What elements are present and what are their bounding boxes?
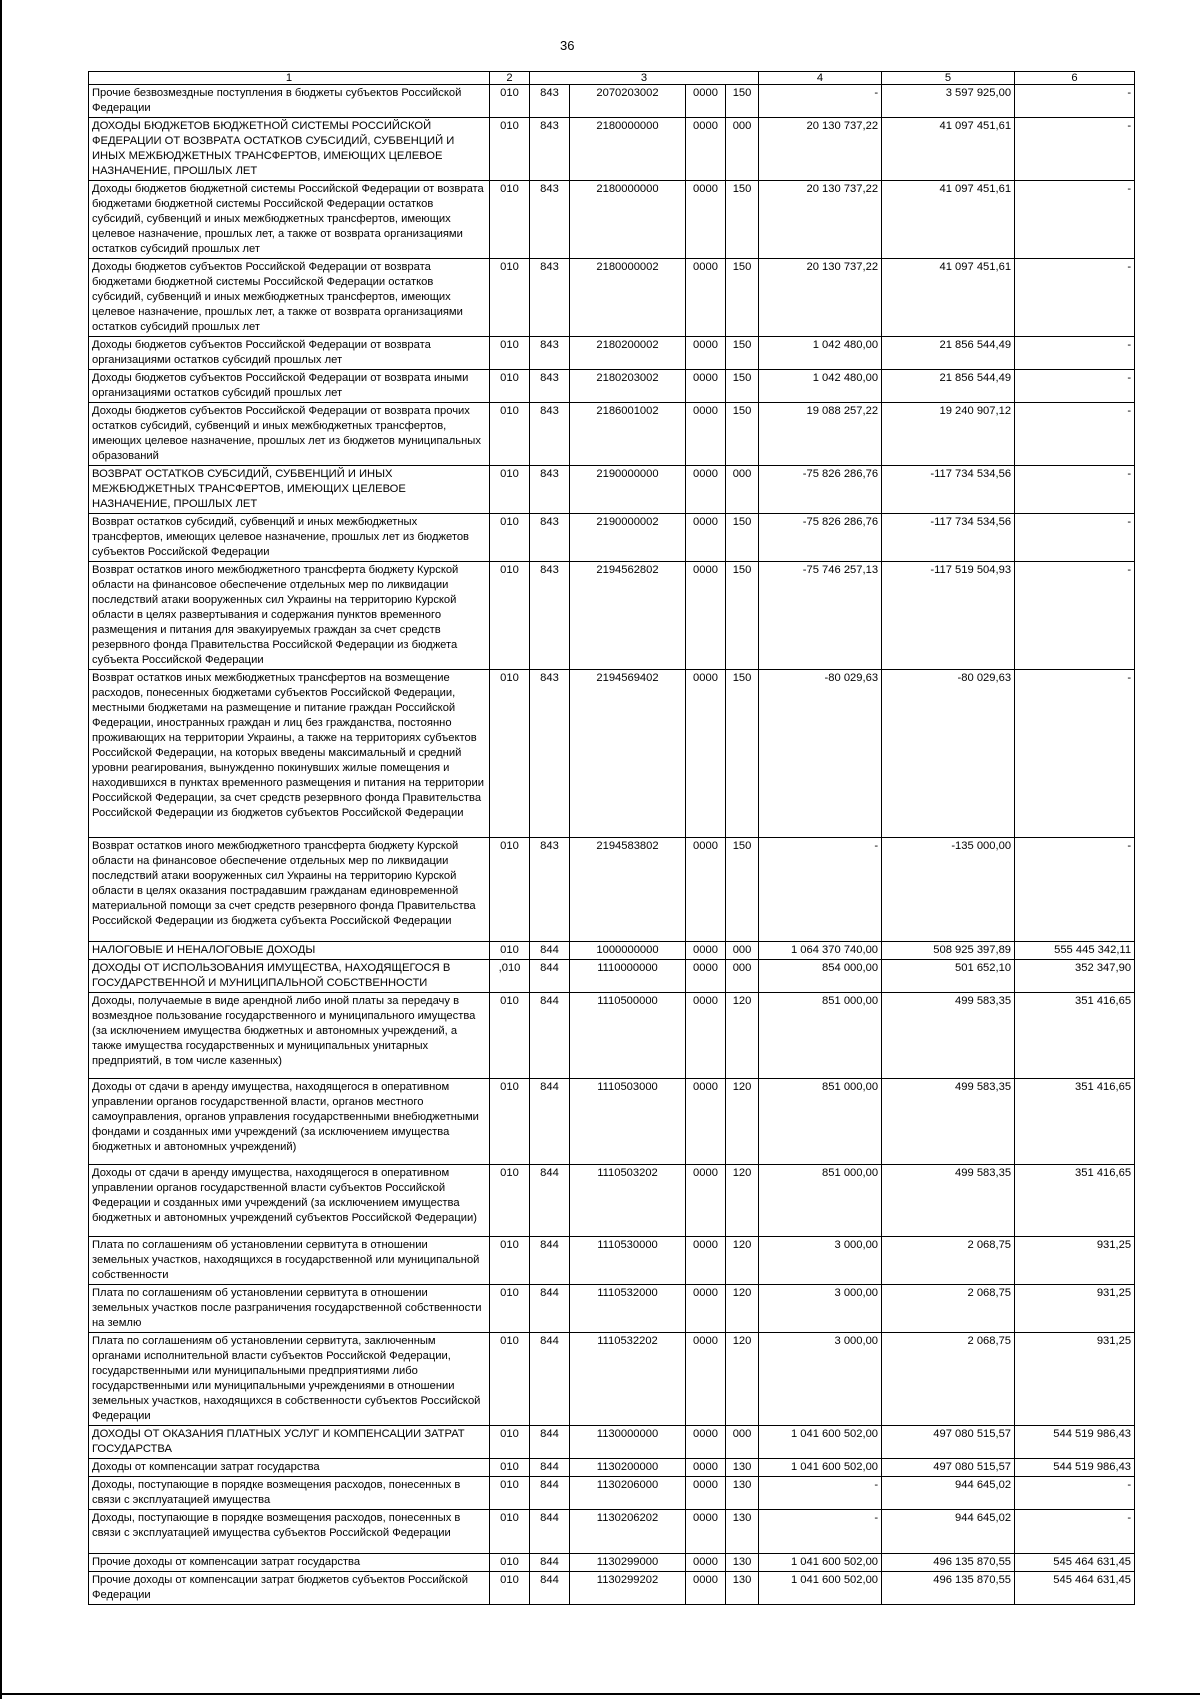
table-row: [89, 181, 1135, 259]
row-econ-code: 150: [726, 403, 759, 466]
row-name: Возврат остатков субсидий, субвенций и иных межбюджетных трансфертов, имеющих целевое назначение, прошлых лет из бюджетов субъектов Российской Федерации: [89, 514, 490, 562]
row-kbk-code: 1110503202: [570, 1165, 686, 1237]
row-program-code: 0000: [686, 403, 726, 466]
row-col2: 010: [490, 1426, 530, 1459]
row-remaining-value: 352 347,90: [1015, 960, 1135, 993]
table-body: [89, 85, 1135, 1605]
row-executed-value: 2 068,75: [882, 1237, 1015, 1285]
header-col-4: 4: [759, 72, 882, 85]
row-approved-value: 1 042 480,00: [759, 337, 882, 370]
row-executed-value: 21 856 544,49: [882, 337, 1015, 370]
row-econ-code: 000: [726, 118, 759, 181]
row-col2: ,010: [490, 960, 530, 993]
row-kbk-code: 1130200000: [570, 1459, 686, 1477]
row-econ-code: 120: [726, 1333, 759, 1426]
table-row: [89, 1237, 1135, 1285]
row-approved-value: 1 041 600 502,00: [759, 1426, 882, 1459]
row-econ-code: 150: [726, 670, 759, 838]
row-admin-code: 843: [530, 403, 570, 466]
row-name: Прочие безвозмездные поступления в бюджеты субъектов Российской Федерации: [89, 85, 490, 118]
row-program-code: 0000: [686, 838, 726, 942]
row-program-code: 0000: [686, 1572, 726, 1605]
table-row: [89, 562, 1135, 670]
row-approved-value: -: [759, 838, 882, 942]
row-executed-value: -117 734 534,56: [882, 466, 1015, 514]
row-kbk-code: 2180203002: [570, 370, 686, 403]
row-remaining-value: 351 416,65: [1015, 1165, 1135, 1237]
row-econ-code: 150: [726, 838, 759, 942]
row-approved-value: 851 000,00: [759, 1079, 882, 1165]
row-col2: 010: [490, 1237, 530, 1285]
row-executed-value: 497 080 515,57: [882, 1459, 1015, 1477]
row-approved-value: 1 041 600 502,00: [759, 1572, 882, 1605]
row-kbk-code: 2194569402: [570, 670, 686, 838]
row-col2: 010: [490, 85, 530, 118]
row-program-code: 0000: [686, 1510, 726, 1554]
row-econ-code: 120: [726, 1165, 759, 1237]
row-admin-code: 844: [530, 1079, 570, 1165]
header-col-1: 1: [89, 72, 490, 85]
row-econ-code: 130: [726, 1554, 759, 1572]
row-executed-value: 3 597 925,00: [882, 85, 1015, 118]
row-econ-code: 150: [726, 337, 759, 370]
row-remaining-value: -: [1015, 403, 1135, 466]
row-approved-value: -75 826 286,76: [759, 466, 882, 514]
row-remaining-value: 351 416,65: [1015, 993, 1135, 1079]
row-remaining-value: -: [1015, 562, 1135, 670]
row-remaining-value: -: [1015, 85, 1135, 118]
row-remaining-value: -: [1015, 181, 1135, 259]
row-col2: 010: [490, 118, 530, 181]
table-row: [89, 838, 1135, 942]
row-admin-code: 843: [530, 562, 570, 670]
row-kbk-code: 1000000000: [570, 942, 686, 960]
row-admin-code: 844: [530, 1510, 570, 1554]
row-kbk-code: 1110500000: [570, 993, 686, 1079]
row-admin-code: 844: [530, 960, 570, 993]
header-col-6: 6: [1015, 72, 1135, 85]
row-name: Доходы от компенсации затрат государства: [89, 1459, 490, 1477]
table-row: [89, 118, 1135, 181]
row-admin-code: 844: [530, 942, 570, 960]
row-col2: 010: [490, 1079, 530, 1165]
row-kbk-code: 2190000000: [570, 466, 686, 514]
row-program-code: 0000: [686, 85, 726, 118]
table-row: [89, 337, 1135, 370]
row-name: Доходы бюджетов субъектов Российской Федерации от возврата организациями остатков субсидий прошлых лет: [89, 337, 490, 370]
row-program-code: 0000: [686, 562, 726, 670]
row-program-code: 0000: [686, 942, 726, 960]
row-remaining-value: 545 464 631,45: [1015, 1554, 1135, 1572]
row-program-code: 0000: [686, 670, 726, 838]
row-kbk-code: 1110530000: [570, 1237, 686, 1285]
row-col2: 010: [490, 838, 530, 942]
row-econ-code: 000: [726, 1426, 759, 1459]
row-program-code: 0000: [686, 1285, 726, 1333]
row-econ-code: 000: [726, 942, 759, 960]
table-row: [89, 1572, 1135, 1605]
row-executed-value: 501 652,10: [882, 960, 1015, 993]
row-name: НАЛОГОВЫЕ И НЕНАЛОГОВЫЕ ДОХОДЫ: [89, 942, 490, 960]
row-remaining-value: -: [1015, 118, 1135, 181]
row-remaining-value: -: [1015, 670, 1135, 838]
row-executed-value: -135 000,00: [882, 838, 1015, 942]
row-admin-code: 844: [530, 1477, 570, 1510]
row-executed-value: 2 068,75: [882, 1285, 1015, 1333]
row-name: Доходы бюджетов субъектов Российской Федерации от возврата бюджетами бюджетной системы Российской Федерации остатков субсидий, субвенций и иных межбюджетных трансфертов, имеющих целевое назначение, прошлых лет, а также от возврата организациями остатков субсидий прошлых лет: [89, 259, 490, 337]
row-econ-code: 150: [726, 259, 759, 337]
row-col2: 010: [490, 1459, 530, 1477]
row-kbk-code: 2186001002: [570, 403, 686, 466]
row-kbk-code: 2190000002: [570, 514, 686, 562]
row-col2: 010: [490, 337, 530, 370]
row-name: Доходы от сдачи в аренду имущества, находящегося в оперативном управлении органов государственной власти субъектов Российской Федерации и созданных ими учреждений (за исключением имущества бюджетных и автономных учреждений субъектов Российской Федерации): [89, 1165, 490, 1237]
row-kbk-code: 2180000000: [570, 181, 686, 259]
row-executed-value: 19 240 907,12: [882, 403, 1015, 466]
row-admin-code: 843: [530, 85, 570, 118]
row-executed-value: -117 519 504,93: [882, 562, 1015, 670]
row-approved-value: -: [759, 1510, 882, 1554]
row-econ-code: 130: [726, 1477, 759, 1510]
row-kbk-code: 2194562802: [570, 562, 686, 670]
row-econ-code: 150: [726, 514, 759, 562]
row-admin-code: 844: [530, 1459, 570, 1477]
row-program-code: 0000: [686, 993, 726, 1079]
row-name: Доходы бюджетов бюджетной системы Российской Федерации от возврата бюджетами бюджетной системы Российской Федерации остатков субсидий, субвенций и иных межбюджетных трансфертов, имеющих целевое назначение, прошлых лет, а также от возврата организациями остатков субсидий прошлых лет: [89, 181, 490, 259]
row-econ-code: 130: [726, 1459, 759, 1477]
row-remaining-value: 544 519 986,43: [1015, 1426, 1135, 1459]
row-executed-value: -80 029,63: [882, 670, 1015, 838]
row-col2: 010: [490, 1510, 530, 1554]
row-col2: 010: [490, 1285, 530, 1333]
row-remaining-value: -: [1015, 466, 1135, 514]
row-kbk-code: 2180000002: [570, 259, 686, 337]
row-kbk-code: 2194583802: [570, 838, 686, 942]
row-executed-value: 508 925 397,89: [882, 942, 1015, 960]
row-col2: 010: [490, 1165, 530, 1237]
row-kbk-code: 1110532202: [570, 1333, 686, 1426]
row-program-code: 0000: [686, 118, 726, 181]
row-col2: 010: [490, 1333, 530, 1426]
row-executed-value: 944 645,02: [882, 1477, 1015, 1510]
row-admin-code: 843: [530, 370, 570, 403]
row-name: Доходы от сдачи в аренду имущества, находящегося в оперативном управлении органов государственной власти, органов местного самоуправления, органов управления государственными внебюджетными фондами и созданных ими учреждений (за исключением имущества бюджетных и автономных учреждений): [89, 1079, 490, 1165]
row-admin-code: 843: [530, 838, 570, 942]
table-row: [89, 1459, 1135, 1477]
table-row: [89, 466, 1135, 514]
row-econ-code: 120: [726, 1079, 759, 1165]
row-kbk-code: 1110000000: [570, 960, 686, 993]
row-admin-code: 844: [530, 1237, 570, 1285]
row-col2: 010: [490, 1477, 530, 1510]
row-name: Возврат остатков иного межбюджетного трансферта бюджету Курской области на финансовое обеспечение отдельных мер по ликвидации последствий атаки вооруженных сил Украины на территорию Курской области в целях развертывания и содержания пунктов временного размещения и питания для эвакуируемых граждан за счет средств резервного фонда Правительства Российской Федерации из бюджета субъекта Российской Федерации: [89, 562, 490, 670]
row-col2: 010: [490, 466, 530, 514]
table-row: [89, 1510, 1135, 1554]
row-kbk-code: 2070203002: [570, 85, 686, 118]
row-col2: 010: [490, 942, 530, 960]
table-row: [89, 514, 1135, 562]
row-admin-code: 844: [530, 1572, 570, 1605]
row-remaining-value: 545 464 631,45: [1015, 1572, 1135, 1605]
row-program-code: 0000: [686, 960, 726, 993]
table-row: [89, 1477, 1135, 1510]
row-program-code: 0000: [686, 1237, 726, 1285]
row-executed-value: 496 135 870,55: [882, 1572, 1015, 1605]
row-name: ДОХОДЫ БЮДЖЕТОВ БЮДЖЕТНОЙ СИСТЕМЫ РОССИЙСКОЙ ФЕДЕРАЦИИ ОТ ВОЗВРАТА ОСТАТКОВ СУБСИДИЙ, СУБВЕНЦИЙ И ИНЫХ МЕЖБЮДЖЕТНЫХ ТРАНСФЕРТОВ, ИМЕЮЩИХ ЦЕЛЕВОЕ НАЗНАЧЕНИЕ, ПРОШЛЫХ ЛЕТ: [89, 118, 490, 181]
row-program-code: 0000: [686, 1477, 726, 1510]
row-approved-value: -80 029,63: [759, 670, 882, 838]
row-executed-value: 944 645,02: [882, 1510, 1015, 1554]
table-row: [89, 1333, 1135, 1426]
row-remaining-value: -: [1015, 838, 1135, 942]
row-approved-value: -75 746 257,13: [759, 562, 882, 670]
row-remaining-value: -: [1015, 1510, 1135, 1554]
row-program-code: 0000: [686, 181, 726, 259]
row-col2: 010: [490, 370, 530, 403]
row-name: ДОХОДЫ ОТ ИСПОЛЬЗОВАНИЯ ИМУЩЕСТВА, НАХОДЯЩЕГОСЯ В ГОСУДАРСТВЕННОЙ И МУНИЦИПАЛЬНОЙ СОБСТВЕННОСТИ: [89, 960, 490, 993]
row-col2: 010: [490, 1554, 530, 1572]
row-executed-value: 2 068,75: [882, 1333, 1015, 1426]
table-row: [89, 403, 1135, 466]
row-admin-code: 843: [530, 670, 570, 838]
row-col2: 010: [490, 259, 530, 337]
row-kbk-code: 1130206202: [570, 1510, 686, 1554]
row-admin-code: 844: [530, 1554, 570, 1572]
row-program-code: 0000: [686, 337, 726, 370]
row-admin-code: 843: [530, 337, 570, 370]
row-approved-value: 1 041 600 502,00: [759, 1554, 882, 1572]
row-program-code: 0000: [686, 1459, 726, 1477]
row-executed-value: 499 583,35: [882, 993, 1015, 1079]
row-name: Доходы, получаемые в виде арендной либо иной платы за передачу в возмездное пользование государственного и муниципального имущества (за исключением имущества бюджетных и автономных учреждений, а также имущества государственных и муниципальных унитарных предприятий, в том числе казенных): [89, 993, 490, 1079]
row-program-code: 0000: [686, 466, 726, 514]
row-approved-value: 1 042 480,00: [759, 370, 882, 403]
row-name: Доходы, поступающие в порядке возмещения расходов, понесенных в связи с эксплуатацией имущества: [89, 1477, 490, 1510]
row-name: ВОЗВРАТ ОСТАТКОВ СУБСИДИЙ, СУБВЕНЦИЙ И ИНЫХ МЕЖБЮДЖЕТНЫХ ТРАНСФЕРТОВ, ИМЕЮЩИХ ЦЕЛЕВОЕ НАЗНАЧЕНИЕ, ПРОШЛЫХ ЛЕТ: [89, 466, 490, 514]
row-approved-value: 3 000,00: [759, 1237, 882, 1285]
row-approved-value: 19 088 257,22: [759, 403, 882, 466]
row-econ-code: 150: [726, 562, 759, 670]
row-remaining-value: 931,25: [1015, 1237, 1135, 1285]
row-admin-code: 844: [530, 1333, 570, 1426]
header-col-5: 5: [882, 72, 1015, 85]
table-row: [89, 370, 1135, 403]
table-row: [89, 1426, 1135, 1459]
table-row: [89, 1285, 1135, 1333]
row-executed-value: 497 080 515,57: [882, 1426, 1015, 1459]
row-name: Возврат остатков иного межбюджетного трансферта бюджету Курской области на финансовое обеспечение отдельных мер по ликвидации последствий атаки вооруженных сил Украины на территорию Курской области в целях оказания пострадавшим гражданам единовременной материальной помощи за счет средств резервного фонда Правительства Российской Федерации из бюджета субъекта Российской Федерации: [89, 838, 490, 942]
header-col-2: 2: [490, 72, 530, 85]
row-kbk-code: 1130000000: [570, 1426, 686, 1459]
row-executed-value: 41 097 451,61: [882, 181, 1015, 259]
row-econ-code: 130: [726, 1572, 759, 1605]
row-executed-value: -117 734 534,56: [882, 514, 1015, 562]
row-program-code: 0000: [686, 1165, 726, 1237]
row-econ-code: 150: [726, 85, 759, 118]
row-executed-value: 21 856 544,49: [882, 370, 1015, 403]
row-admin-code: 843: [530, 259, 570, 337]
table-row: [89, 1079, 1135, 1165]
table-row: [89, 1554, 1135, 1572]
row-remaining-value: 555 445 342,11: [1015, 942, 1135, 960]
row-admin-code: 844: [530, 1426, 570, 1459]
row-name: Плата по соглашениям об установлении сервитута в отношении земельных участков, находящихся в государственной или муниципальной собственности: [89, 1237, 490, 1285]
row-name: ДОХОДЫ ОТ ОКАЗАНИЯ ПЛАТНЫХ УСЛУГ И КОМПЕНСАЦИИ ЗАТРАТ ГОСУДАРСТВА: [89, 1426, 490, 1459]
row-admin-code: 843: [530, 181, 570, 259]
table-row: [89, 670, 1135, 838]
row-approved-value: 1 041 600 502,00: [759, 1459, 882, 1477]
budget-table: [88, 71, 1135, 1605]
row-program-code: 0000: [686, 514, 726, 562]
row-econ-code: 120: [726, 993, 759, 1079]
row-approved-value: 851 000,00: [759, 1165, 882, 1237]
row-approved-value: -: [759, 85, 882, 118]
row-kbk-code: 1130299202: [570, 1572, 686, 1605]
row-admin-code: 844: [530, 993, 570, 1079]
row-kbk-code: 1110532000: [570, 1285, 686, 1333]
row-remaining-value: -: [1015, 337, 1135, 370]
row-program-code: 0000: [686, 259, 726, 337]
row-name: Возврат остатков иных межбюджетных трансфертов на возмещение расходов, понесенных бюджетами субъектов Российской Федерации, местными бюджетами на размещение и питание граждан Российской Федерации, иностранных граждан и лиц без гражданства, постоянно проживающих на территории Украины, а также на территориях субъектов Российской Федерации, на которых введены максимальный и средний уровни реагирования, вынужденно покинувших жилые помещения и находившихся в пунктах временного размещения и питания на территории Российской Федерации, за счет средств резервного фонда Правительства Российской Федерации из бюджетов субъектов Российской Федерации: [89, 670, 490, 838]
row-remaining-value: 931,25: [1015, 1285, 1135, 1333]
page-number: 36: [560, 38, 575, 53]
row-approved-value: 854 000,00: [759, 960, 882, 993]
table-row: [89, 1165, 1135, 1237]
row-remaining-value: -: [1015, 1477, 1135, 1510]
row-col2: 010: [490, 993, 530, 1079]
row-name: Прочие доходы от компенсации затрат государства: [89, 1554, 490, 1572]
row-admin-code: 844: [530, 1285, 570, 1333]
row-approved-value: 1 064 370 740,00: [759, 942, 882, 960]
row-econ-code: 000: [726, 960, 759, 993]
header-col-3: 3: [530, 72, 759, 85]
row-program-code: 0000: [686, 1079, 726, 1165]
row-name: Плата по соглашениям об установлении сервитута, заключенным органами исполнительной власти субъектов Российской Федерации, государственными или муниципальными предприятиями либо государственными или муниципальными учреждениями в отношении земельных участков, находящихся в собственности субъектов Российской Федерации: [89, 1333, 490, 1426]
row-remaining-value: 351 416,65: [1015, 1079, 1135, 1165]
row-remaining-value: -: [1015, 514, 1135, 562]
row-approved-value: 3 000,00: [759, 1333, 882, 1426]
row-approved-value: -75 826 286,76: [759, 514, 882, 562]
row-executed-value: 499 583,35: [882, 1079, 1015, 1165]
row-col2: 010: [490, 562, 530, 670]
row-kbk-code: 1110503000: [570, 1079, 686, 1165]
row-program-code: 0000: [686, 1333, 726, 1426]
row-col2: 010: [490, 181, 530, 259]
row-col2: 010: [490, 670, 530, 838]
row-executed-value: 41 097 451,61: [882, 259, 1015, 337]
row-name: Доходы бюджетов субъектов Российской Федерации от возврата иными организациями остатков субсидий прошлых лет: [89, 370, 490, 403]
row-approved-value: 851 000,00: [759, 993, 882, 1079]
row-econ-code: 150: [726, 370, 759, 403]
row-executed-value: 496 135 870,55: [882, 1554, 1015, 1572]
table-row: [89, 259, 1135, 337]
row-admin-code: 843: [530, 514, 570, 562]
row-program-code: 0000: [686, 1554, 726, 1572]
row-approved-value: 20 130 737,22: [759, 181, 882, 259]
row-program-code: 0000: [686, 370, 726, 403]
table-row: [89, 85, 1135, 118]
row-remaining-value: 544 519 986,43: [1015, 1459, 1135, 1477]
row-econ-code: 150: [726, 181, 759, 259]
row-kbk-code: 1130206000: [570, 1477, 686, 1510]
row-admin-code: 843: [530, 118, 570, 181]
page-left-border: [0, 0, 2, 1699]
row-admin-code: 843: [530, 466, 570, 514]
row-econ-code: 120: [726, 1285, 759, 1333]
row-remaining-value: -: [1015, 370, 1135, 403]
row-name: Доходы, поступающие в порядке возмещения расходов, понесенных в связи с эксплуатацией имущества субъектов Российской Федерации: [89, 1510, 490, 1554]
row-approved-value: 20 130 737,22: [759, 118, 882, 181]
row-col2: 010: [490, 1572, 530, 1605]
row-remaining-value: 931,25: [1015, 1333, 1135, 1426]
row-econ-code: 000: [726, 466, 759, 514]
row-econ-code: 130: [726, 1510, 759, 1554]
row-approved-value: 20 130 737,22: [759, 259, 882, 337]
row-col2: 010: [490, 514, 530, 562]
row-approved-value: 3 000,00: [759, 1285, 882, 1333]
row-econ-code: 120: [726, 1237, 759, 1285]
row-kbk-code: 1130299000: [570, 1554, 686, 1572]
row-admin-code: 844: [530, 1165, 570, 1237]
row-name: Прочие доходы от компенсации затрат бюджетов субъектов Российской Федерации: [89, 1572, 490, 1605]
row-kbk-code: 2180000000: [570, 118, 686, 181]
row-kbk-code: 2180200002: [570, 337, 686, 370]
page-bottom-border: [0, 1693, 1200, 1695]
row-approved-value: -: [759, 1477, 882, 1510]
row-col2: 010: [490, 403, 530, 466]
table-row: [89, 942, 1135, 960]
row-remaining-value: -: [1015, 259, 1135, 337]
table-row: [89, 993, 1135, 1079]
table-row: [89, 960, 1135, 993]
table-header-row: [89, 72, 1135, 85]
row-program-code: 0000: [686, 1426, 726, 1459]
row-name: Доходы бюджетов субъектов Российской Федерации от возврата прочих остатков субсидий, субвенций и иных межбюджетных трансфертов, имеющих целевое назначение, прошлых лет из бюджетов муниципальных образований: [89, 403, 490, 466]
row-executed-value: 499 583,35: [882, 1165, 1015, 1237]
row-executed-value: 41 097 451,61: [882, 118, 1015, 181]
row-name: Плата по соглашениям об установлении сервитута в отношении земельных участков после разграничения государственной собственности на землю: [89, 1285, 490, 1333]
